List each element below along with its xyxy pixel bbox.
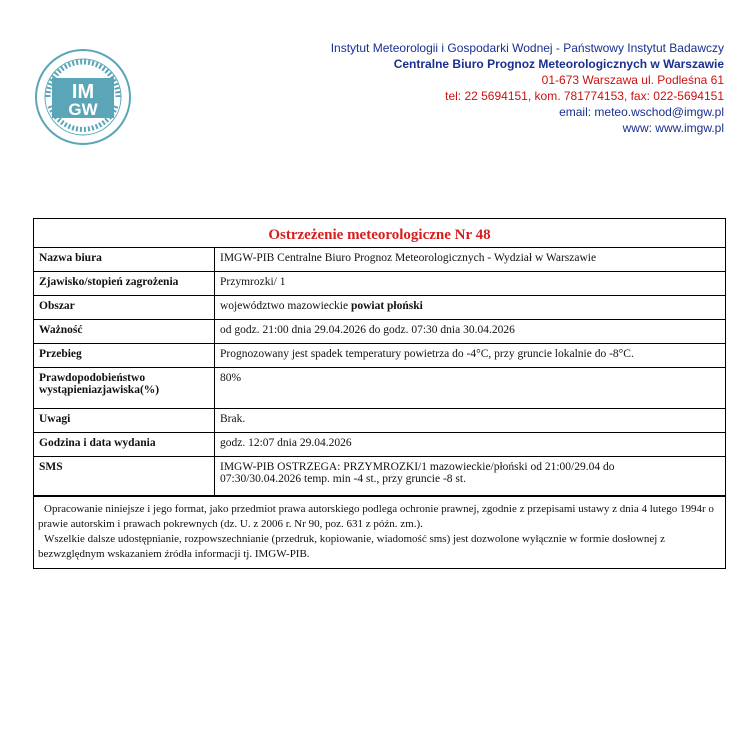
- bureau-name: Centralne Biuro Prognoz Meteorologicznych w Warszawie: [393, 57, 724, 71]
- row-label-issued: Godzina i data wydania: [34, 433, 215, 457]
- area-county: powiat płoński: [350, 300, 423, 312]
- address: 01-673 Warszawa ul. Podleśna 61: [541, 73, 724, 87]
- redistribution-paragraph: Wszelkie dalsze udostępnianie, rozpowszechnianie (przedruk, kopiowanie, wiadomość sms) jest dozwolone wyłącznie w formie dosłownej z bezwzględnym wskazaniem źródła informacji tj. IMGW-PIB.: [38, 533, 665, 560]
- row-label-office: Nazwa biura: [34, 248, 215, 272]
- imgw-logo: [34, 48, 132, 146]
- table-row: [34, 344, 725, 368]
- row-value-validity: od godz. 21:00 dnia 29.04.2026 do godz. 07:30 dnia 30.04.2026: [215, 320, 726, 344]
- row-value-course: Prognozowany jest spadek temperatury powietrza do -4°C, przy gruncie lokalnie do -8°C.: [215, 344, 726, 368]
- area-region: województwo mazowieckie: [220, 300, 351, 312]
- row-label-sms: SMS: [34, 457, 215, 496]
- row-value-area: [215, 296, 726, 320]
- row-value-issued: godz. 12:07 dnia 29.04.2026: [215, 433, 726, 457]
- warning-title: Ostrzeżenie meteorologiczne Nr 48: [34, 219, 725, 248]
- row-label-probability: [34, 368, 215, 409]
- row-label-validity: Ważność: [34, 320, 215, 344]
- institute-name: Instytut Meteorologii i Gospodarki Wodnej - Państwowy Instytut Badawczy: [330, 41, 724, 55]
- copyright-notice: [34, 496, 725, 568]
- sms-line1: IMGW-PIB OSTRZEGA: PRZYMROZKI/1 mazowieckie/płoński od 21:00/29.04 do: [220, 461, 615, 473]
- table-row: [34, 409, 725, 433]
- email-line: email: meteo.wschod@imgw.pl: [559, 105, 724, 119]
- sms-line2: 07:30/30.04.2026 temp. min -4 st., przy gruncie -8 st.: [220, 473, 466, 485]
- table-row: [34, 272, 725, 296]
- table-row: [34, 296, 725, 320]
- website-line: www: www.imgw.pl: [622, 121, 724, 135]
- table-row: [34, 320, 725, 344]
- probability-label-line1: Prawdopodobieństwo: [39, 372, 146, 384]
- institute-header: [331, 40, 724, 136]
- row-value-remarks: Brak.: [215, 409, 726, 433]
- table-row: [34, 457, 725, 496]
- row-label-course: Przebieg: [34, 344, 215, 368]
- row-value-office: IMGW-PIB Centralne Biuro Prognoz Meteorologicznych - Wydział w Warszawie: [215, 248, 726, 272]
- warning-table: [34, 219, 725, 496]
- warning-title-row: [34, 219, 725, 248]
- probability-label-line2: wystąpieniazjawiska(%): [39, 384, 160, 396]
- row-value-sms: [215, 457, 726, 496]
- table-row: [34, 248, 725, 272]
- logo-text-bottom: GW: [68, 100, 98, 119]
- row-value-phenomenon: Przymrozki/ 1: [215, 272, 726, 296]
- row-label-phenomenon: Zjawisko/stopień zagrożenia: [34, 272, 215, 296]
- row-label-remarks: Uwagi: [34, 409, 215, 433]
- phone-line: tel: 22 5694151, kom. 781774153, fax: 022-5694151: [445, 89, 724, 103]
- row-value-probability: 80%: [215, 368, 726, 409]
- warning-box: [33, 218, 726, 569]
- logo-text-top: IM: [71, 81, 95, 103]
- table-row: [34, 368, 725, 409]
- row-label-area: Obszar: [34, 296, 215, 320]
- table-row: [34, 433, 725, 457]
- copyright-paragraph: Opracowanie niniejsze i jego format, jako przedmiot prawa autorskiego podlega ochronie prawnej, zgodnie z przepisami ustawy z dnia 4 lutego 1994r o prawie autorskim i prawach pokrewnych (dz. U. z 2006 r. Nr 90, poz. 631 z późn. zm.).: [38, 503, 714, 530]
